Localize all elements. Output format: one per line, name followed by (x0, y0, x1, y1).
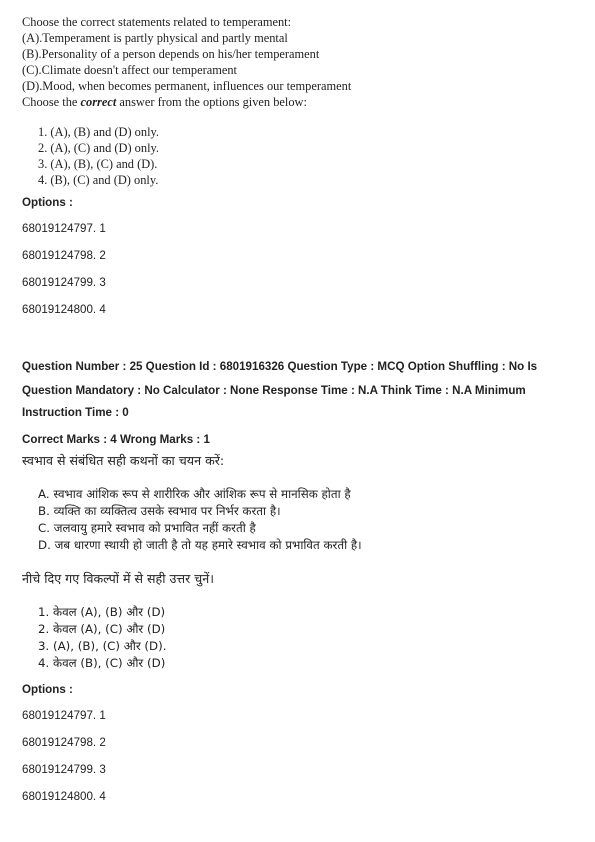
option-id-2-1: 68019124797. 1 (22, 709, 106, 722)
question-meta-line-3: Instruction Time : 0 (22, 406, 129, 419)
hindi-statement-c: C. जलवायु हमारे स्वभाव को प्रभावित नहीं करती है (38, 521, 256, 535)
marks-line: Correct Marks : 4 Wrong Marks : 1 (22, 433, 210, 446)
option-id-4: 68019124800. 4 (22, 303, 106, 316)
question-meta-line-1: Question Number : 25 Question Id : 6801916326 Question Type : MCQ Option Shuffling : No Is (22, 360, 538, 373)
instruction-emphasis: correct (80, 95, 117, 109)
instruction-prefix: Choose the (22, 95, 81, 109)
statement-c: (C).Climate doesn't affect our temperament (22, 63, 237, 77)
hindi-statement-d: D. जब धारणा स्थायी हो जाती है तो यह हमारे स्वभाव को प्रभावित करती है। (38, 538, 362, 552)
statement-b: (B).Personality of a person depends on his/her temperament (22, 47, 320, 61)
statement-a: (A).Temperament is partly physical and partly mental (22, 31, 288, 45)
question-stem: Choose the correct statements related to temperament: (22, 15, 292, 29)
option-id-2-2: 68019124798. 2 (22, 736, 106, 749)
hindi-choice-2: 2. केवल (A), (C) और (D) (38, 622, 166, 636)
question-meta-line-2: Question Mandatory : No Calculator : None Response Time : N.A Think Time : N.A Minimum (22, 384, 526, 397)
hindi-choice-4: 4. केवल (B), (C) और (D) (38, 656, 166, 670)
options-heading-2: Options : (22, 683, 73, 696)
hindi-question-stem: स्वभाव से संबंधित सही कथनों का चयन करें: (22, 453, 225, 468)
options-heading: Options : (22, 196, 73, 209)
choice-1: 1. (A), (B) and (D) only. (38, 125, 160, 139)
choice-2: 2. (A), (C) and (D) only. (38, 141, 160, 155)
option-id-2: 68019124798. 2 (22, 249, 106, 262)
choice-3: 3. (A), (B), (C) and (D). (38, 157, 158, 171)
statement-d: (D).Mood, when becomes permanent, influences our temperament (22, 79, 352, 93)
option-id-3: 68019124799. 3 (22, 276, 106, 289)
choice-4: 4. (B), (C) and (D) only. (38, 173, 159, 187)
option-id-1: 68019124797. 1 (22, 222, 106, 235)
hindi-choice-3: 3. (A), (B), (C) और (D). (38, 639, 167, 653)
instruction-suffix: answer from the options given below: (116, 95, 307, 109)
hindi-statement-b: B. व्यक्ति का व्यक्तित्व उसके स्वभाव पर निर्भर करता है। (38, 504, 281, 518)
option-id-2-4: 68019124800. 4 (22, 790, 106, 803)
hindi-statement-a: A. स्वभाव आंशिक रूप से शारीरिक और आंशिक रूप से मानसिक होता है (38, 487, 351, 501)
answer-instruction (22, 94, 307, 110)
hindi-choice-1: 1. केवल (A), (B) और (D) (38, 605, 166, 619)
option-id-2-3: 68019124799. 3 (22, 763, 106, 776)
hindi-instruction: नीचे दिए गए विकल्पों में से सही उत्तर चुनें। (22, 571, 215, 586)
